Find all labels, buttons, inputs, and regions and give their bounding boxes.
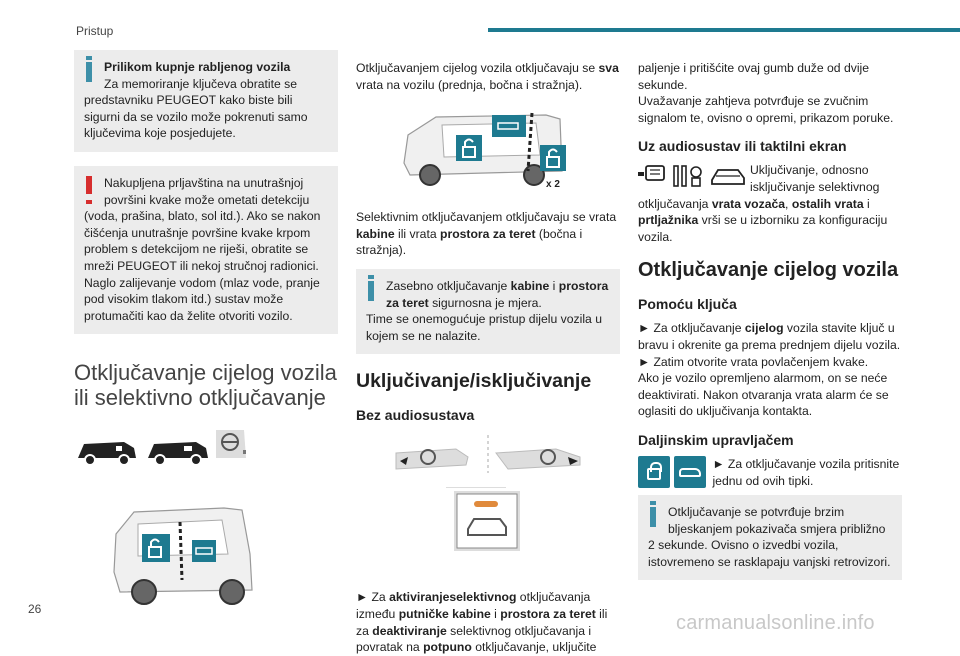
info-icon — [650, 507, 656, 527]
van-rear-unlock-illustration — [74, 494, 338, 614]
paragraph-alarm: Ako je vozilo opremljeno alarmom, on se neće deaktivirati. Nakon otvaranja vrata alarm će se oglasiti do uključivanja kontakta. — [638, 371, 889, 419]
warning-icon — [86, 176, 92, 194]
paragraph-selective-unlock: Selektivnim otključavanjem otključavaju se vrata kabine ili vrata prostora za teret (bočna i stražnja). — [356, 210, 617, 258]
info-note-used-vehicle — [74, 50, 338, 152]
note-text: (voda, prašina, blato, sol itd.). Ako se nakon čišćenja unutrašnje površine kvake krpom problem s detekcijom ne riješi, obratite se mreži PEUGEOT ili nekoj stručnoj radionici. Naglo zalijevanje vodom (mlaz vode, pranje pod visokim tlakom itd.) sustav može protumačiti kao da želite otvoriti vozilo. — [84, 209, 321, 323]
vehicle-variants-illustration — [74, 424, 338, 484]
steering-wheel-icon — [216, 430, 246, 458]
van-side-unlock-illustration — [356, 101, 620, 197]
remote-block — [638, 456, 902, 489]
section-heading-toggle: Uključivanje/isključivanje — [356, 370, 592, 393]
note-text: 2 sekunde. Ovisno o izvedbi vozila, istovremeno se rasklapaju vanjski retrovizori. — [648, 538, 891, 569]
warning-note-dirt — [74, 166, 338, 334]
paragraph-audio-setting: otključavanja vrata vozača, ostalih vrata i prtljažnika vrši se u izborniku za konfiguraciju vozila. — [638, 196, 888, 244]
subheading-remote: Daljinskim upravljačem — [638, 431, 794, 448]
section-label: Pristup — [76, 24, 114, 38]
audio-menu-icons — [638, 162, 746, 190]
column-3 — [638, 60, 902, 588]
press-count-badge: x 2 — [546, 179, 560, 191]
audio-setting-block — [638, 162, 902, 245]
paragraph-open-door: ► Zatim otvorite vrata povlačenjem kvake. — [638, 354, 869, 369]
paragraph-confirmation: Uvažavanje zahtjeva potvrđuje se zvučnim signalom te, ovisno o opremi, prikazom poruke. — [638, 94, 894, 125]
note-text: Time se onemogućuje pristup dijelu vozila u kojem se ne nalazite. — [366, 312, 602, 343]
info-note-remote — [638, 495, 902, 580]
unlock-rear-button-icon — [674, 456, 706, 488]
dashboard-button-illustration — [356, 431, 620, 581]
subheading-audio-screen: Uz audiosustav ili taktilni ekran — [638, 138, 847, 155]
section-title: Otključavanje cijelog vozila ili selektivno otključavanje — [74, 360, 337, 411]
column-2 — [356, 60, 620, 656]
paragraph-ignition: paljenje i pritišćite ovaj gumb duže od dvije sekunde. — [638, 61, 870, 92]
subheading-key: Pomoću ključa — [638, 296, 737, 313]
note-line: Nakupljena prljavština na unutrašnjoj površini kvake može ometati detekciju — [104, 175, 310, 207]
info-icon — [86, 62, 92, 82]
subheading-no-audio: Bez audiosustava — [356, 407, 475, 424]
info-note-separate-unlock: Zasebno otključavanje kabine i prostora za teret sigurnosna je mjera. Time se onemogućuje pristup dijelu vozila u kojem se ne nalazite. — [356, 269, 620, 354]
page-number: 26 — [28, 602, 42, 616]
note-line: Otključavanje se potvrđuje brzim bljeskanjem pokazivača smjera približno — [668, 505, 886, 536]
remote-buttons — [638, 456, 706, 488]
watermark: carmanualsonline.info — [676, 612, 875, 634]
note-text: predstavniku PEUGEOT kako biste bili sigurni da se vozilo može pokrenuti samo ključevima koje posjedujete. — [84, 93, 308, 141]
paragraph-activate-selective: ► Za aktiviranjeselektivnog otključavanja između putničke kabine i prostora za teret ili za deaktiviranje selektivnog otključavanja i povratak na potpuno otključavanje, uključite — [356, 590, 608, 655]
note-title: Prilikom kupnje rabljenog vozila — [104, 60, 291, 74]
unlock-button-icon — [638, 456, 670, 488]
paragraph-key-unlock: ► Za otključavanje cijelog vozila stavite ključ u bravu i okrenite ga prema prednjem dijelu vozila. — [638, 321, 901, 352]
info-icon — [368, 281, 374, 301]
paragraph-remote: ► Za otključavanje vozila pritisnite jednu od ovih tipki. — [712, 456, 900, 488]
header-accent-bar — [488, 28, 960, 32]
paragraph-audio-inline: Uključivanje, odnosno isključivanje selektivnog — [750, 163, 880, 194]
van-icon-rear — [148, 442, 208, 465]
note-line: Za memoriranje ključeva obratite se — [104, 76, 298, 91]
column-1 — [74, 50, 338, 614]
van-icon-front — [78, 442, 136, 465]
section-heading-full-unlock: Otključavanje cijelog vozila — [638, 259, 899, 282]
paragraph-full-unlock: Otključavanjem cijelog vozila otključavaju se sva vrata na vozilu (prednja, bočna i stražnja). — [356, 61, 619, 92]
